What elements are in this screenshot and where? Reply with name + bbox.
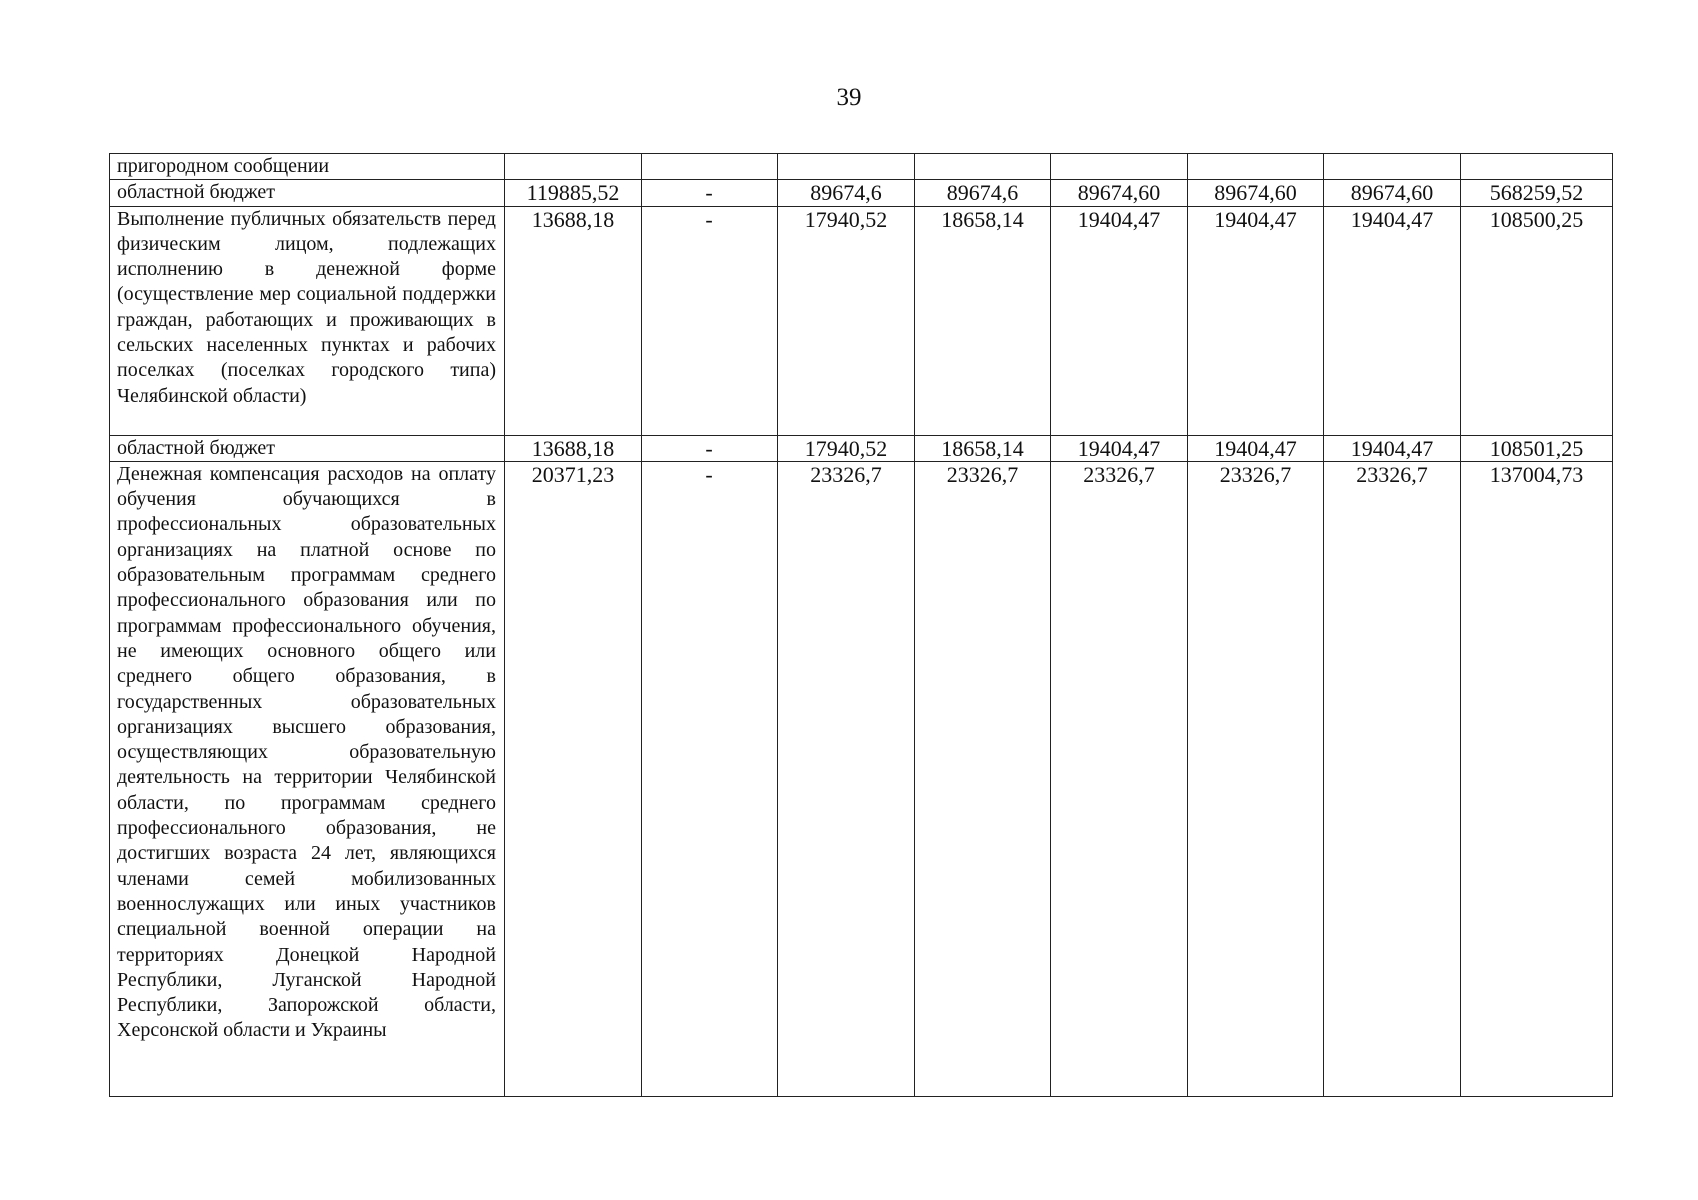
value-cell [1188, 154, 1324, 180]
value-cell: 89674,60 [1051, 180, 1188, 206]
value-cell: 23326,7 [778, 461, 915, 1096]
total-cell: 108501,25 [1461, 435, 1613, 461]
value-cell [915, 154, 1051, 180]
value-cell: 89674,6 [778, 180, 915, 206]
value-cell: 23326,7 [1324, 461, 1461, 1096]
row-description: пригородном сообщении [110, 154, 505, 180]
table-row [110, 435, 1613, 461]
value-cell: 23326,7 [1051, 461, 1188, 1096]
value-cell [1051, 154, 1188, 180]
table-row [110, 154, 1613, 180]
total-cell: 108500,25 [1461, 206, 1613, 435]
value-cell: 19404,47 [1188, 435, 1324, 461]
value-cell [642, 154, 778, 180]
value-cell: - [642, 461, 778, 1096]
row-description: областной бюджет [110, 180, 505, 206]
value-cell: 19404,47 [1188, 206, 1324, 435]
value-cell: 17940,52 [778, 435, 915, 461]
value-cell: - [642, 435, 778, 461]
row-description: Денежная компенсация расходов на оплату обучения обучающихся в профессиональных образовательных организациях на платной основе по образовательным программам среднего профессионального образования или по программам профессионального обучения, не имеющих основного общего или среднего общего образования, в государственных образовательных организациях высшего образования, осуществляющих образовательную деятельность на территории Челябинской области, по программам среднего профессионального образования, не достигших возраста 24 лет, являющихся членами семей мобилизованных военнослужащих или иных участников специальной военной операции на территориях Донецкой Народной Республики, Луганской Народной Республики, Запорожской области, Херсонской области и Украины [110, 461, 505, 1096]
value-cell [778, 154, 915, 180]
value-cell [1324, 154, 1461, 180]
page-number: 39 [836, 84, 862, 111]
table-row [110, 461, 1613, 1096]
value-cell: 18658,14 [915, 206, 1051, 435]
table-row [110, 206, 1613, 435]
row-description: областной бюджет [110, 435, 505, 461]
value-cell: 13688,18 [505, 206, 642, 435]
value-cell: 119885,52 [505, 180, 642, 206]
total-cell: 568259,52 [1461, 180, 1613, 206]
value-cell: - [642, 206, 778, 435]
value-cell: 19404,47 [1051, 206, 1188, 435]
value-cell: 17940,52 [778, 206, 915, 435]
table-row [110, 180, 1613, 206]
value-cell: 89674,60 [1188, 180, 1324, 206]
value-cell: 18658,14 [915, 435, 1051, 461]
value-cell: 19404,47 [1324, 435, 1461, 461]
value-cell: 20371,23 [505, 461, 642, 1096]
value-cell: 89674,6 [915, 180, 1051, 206]
total-cell [1461, 154, 1613, 180]
value-cell: 23326,7 [915, 461, 1051, 1096]
value-cell: 23326,7 [1188, 461, 1324, 1096]
value-cell: - [642, 180, 778, 206]
total-cell: 137004,73 [1461, 461, 1613, 1096]
row-description: Выполнение публичных обязательств перед физическим лицом, подлежащих исполнению в денежной форме (осуществление мер социальной поддержки граждан, работающих и проживающих в сельских населенных пунктах и рабочих поселках (поселках городского типа) Челябинской области) [110, 206, 505, 435]
value-cell: 19404,47 [1051, 435, 1188, 461]
value-cell [505, 154, 642, 180]
budget-table [109, 153, 1613, 1097]
value-cell: 13688,18 [505, 435, 642, 461]
value-cell: 89674,60 [1324, 180, 1461, 206]
value-cell: 19404,47 [1324, 206, 1461, 435]
